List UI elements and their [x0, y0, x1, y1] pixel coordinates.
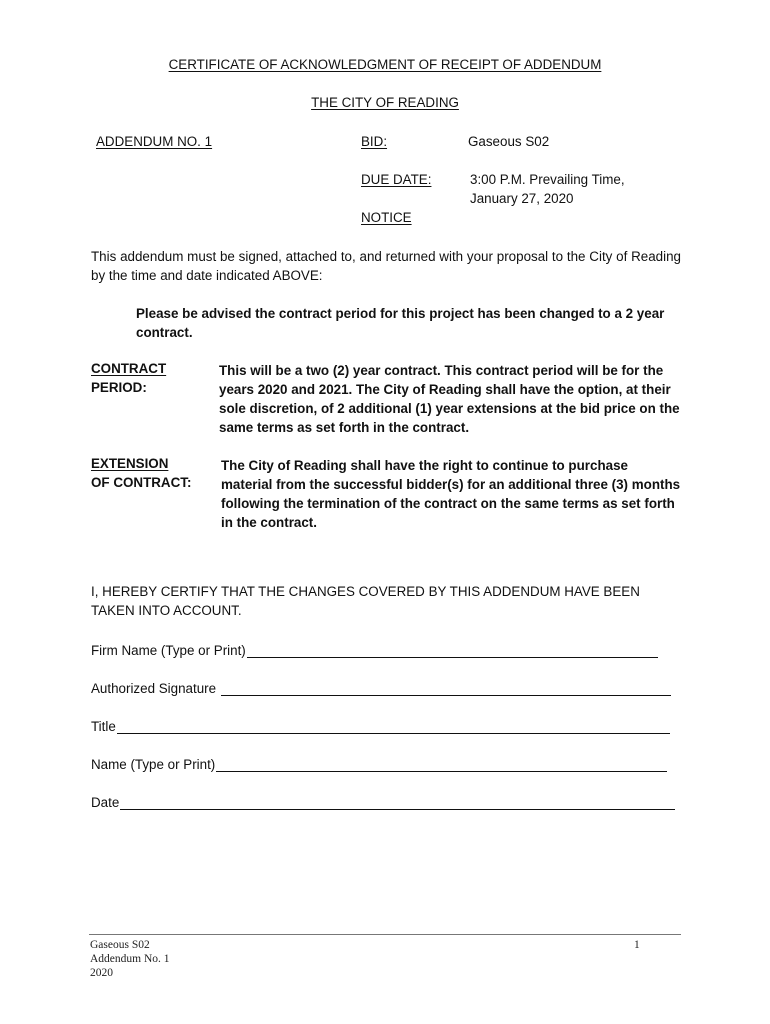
extension-text: The City of Reading shall have the right to continue to purchase material from the successful bidder(s) for an additional three (3) months following the termination of the contract on the same terms as set forth in the contract. [221, 458, 681, 530]
addendum-number: ADDENDUM NO. 1 [96, 134, 213, 149]
footer-line-3: 2020 [90, 967, 113, 979]
date-label: Date [91, 795, 120, 810]
footer-line-2: Addendum No. 1 [90, 953, 170, 965]
firm-name-field[interactable] [91, 638, 658, 658]
extension-label-2: OF CONTRACT: [91, 475, 192, 490]
city-heading: THE CITY OF READING [311, 95, 459, 110]
firm-name-line[interactable] [247, 643, 658, 658]
contract-period-label-1: CONTRACT [91, 361, 167, 376]
contract-period-label-2: PERIOD: [91, 380, 147, 395]
extension-label-1: EXTENSION [91, 456, 169, 471]
firm-name-label: Firm Name (Type or Print) [91, 643, 246, 658]
page-number: 1 [634, 939, 640, 951]
title-line[interactable] [117, 719, 670, 734]
title-field[interactable] [91, 714, 670, 734]
due-date-value-line2: January 27, 2020 [470, 191, 574, 206]
title-label: Title [91, 719, 116, 734]
document-title: CERTIFICATE OF ACKNOWLEDGMENT OF RECEIPT OF ADDENDUM [168, 57, 602, 72]
due-date-label: DUE DATE: [361, 172, 432, 187]
bid-label: BID: [361, 134, 388, 149]
due-date-value-line1: 3:00 P.M. Prevailing Time, [470, 172, 625, 187]
authorized-signature-label: Authorized Signature [91, 681, 217, 696]
footer-line-1: Gaseous S02 [90, 939, 150, 951]
footer-divider [89, 934, 681, 935]
bid-value: Gaseous S02 [468, 134, 550, 149]
authorized-signature-field[interactable] [91, 676, 671, 696]
printed-name-label: Name (Type or Print) [91, 757, 216, 772]
date-line[interactable] [120, 795, 675, 810]
printed-name-line[interactable] [216, 757, 667, 772]
contract-period-text: This will be a two (2) year contract. This contract period will be for the years 2020 and 2021. The City of Reading shall have the option, at their sole discretion, of 2 additional (1) year extensions at the bid price on the same terms as set forth in the contract. [219, 363, 680, 435]
date-field[interactable] [91, 790, 675, 810]
printed-name-field[interactable] [91, 752, 667, 772]
authorized-signature-line[interactable] [221, 681, 671, 696]
notice-label: NOTICE [361, 210, 412, 225]
intro-paragraph: This addendum must be signed, attached to, and returned with your proposal to the City of Reading by the time and date indicated ABOVE: [91, 249, 681, 283]
advisory-paragraph: Please be advised the contract period for this project has been changed to a 2 year contract. [136, 306, 665, 340]
certify-statement: I, HEREBY CERTIFY THAT THE CHANGES COVERED BY THIS ADDENDUM HAVE BEEN TAKEN INTO ACCOUNT. [91, 584, 640, 618]
